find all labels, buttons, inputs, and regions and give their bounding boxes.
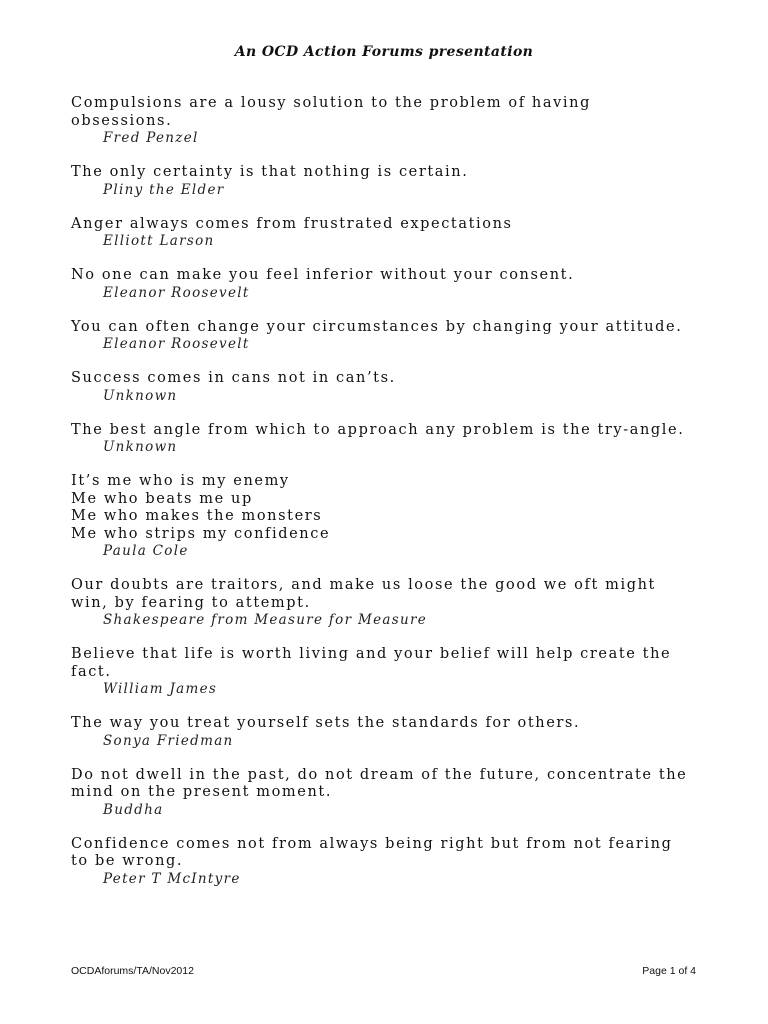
quote-author: Paula Cole	[103, 543, 189, 559]
quote-author: Pliny the Elder	[103, 181, 225, 198]
quote-text	[71, 319, 691, 337]
quote-line: Me who makes the monsters	[71, 508, 323, 524]
quote-line: Success comes in cans not in can’ts.	[71, 370, 396, 386]
quote-text	[71, 715, 691, 733]
quote-line: No one can make you feel inferior without your consent.	[71, 267, 575, 283]
quote-author: Unknown	[103, 387, 178, 404]
quote-author: Shakespeare from Measure for Measure	[103, 612, 427, 628]
quote-line: Believe that life is worth living and your belief will help create the fact.	[71, 646, 672, 680]
quote-author: Fred Penzel	[103, 130, 199, 146]
quote-text	[71, 422, 691, 440]
page-title: An OCD Action Forums presentation	[234, 44, 534, 60]
quote-line: The best angle from which to approach any problem is the try-angle.	[71, 421, 685, 438]
quote-text	[71, 646, 691, 681]
quote-author: Buddha	[103, 801, 164, 818]
quote-author: William James	[103, 681, 218, 697]
quote-line: Our doubts are traitors, and make us loose the good we oft might win, by fearing to attempt.	[71, 577, 656, 611]
quote-line: Me who strips my confidence	[71, 525, 331, 542]
quote-list	[71, 95, 691, 905]
quote-author: Unknown	[103, 439, 178, 455]
quote-text	[71, 370, 691, 388]
quote-item	[71, 164, 691, 199]
quote-item	[71, 836, 691, 888]
quote-text	[71, 473, 691, 543]
quote-line: You can often change your circumstances by changing your attitude.	[71, 318, 683, 335]
quote-author: Peter T McIntyre	[103, 870, 241, 887]
quote-line: Do not dwell in the past, do not dream of the future, concentrate the mind on the present moment.	[71, 766, 688, 800]
quote-author: Elliott Larson	[103, 233, 215, 249]
quote-item	[71, 319, 691, 354]
quote-item	[71, 577, 691, 629]
quote-line: Me who beats me up	[71, 490, 253, 507]
quote-line: The way you treat yourself sets the standards for others.	[71, 715, 581, 731]
footer-document-id: OCDAforums/TA/Nov2012	[71, 965, 194, 977]
quote-item	[71, 646, 691, 698]
quote-author: Eleanor Roosevelt	[103, 336, 250, 352]
quote-item	[71, 216, 691, 251]
quote-text	[71, 267, 691, 285]
quote-item	[71, 267, 691, 302]
quote-text	[71, 95, 691, 130]
quote-item	[71, 473, 691, 560]
quote-author: Sonya Friedman	[103, 732, 234, 749]
quote-line: Anger always comes from frustrated expectations	[71, 215, 513, 232]
quote-line: The only certainty is that nothing is certain.	[71, 164, 469, 180]
quote-item	[71, 767, 691, 819]
quote-text	[71, 767, 691, 802]
quote-line: It’s me who is my enemy	[71, 473, 290, 489]
quote-text	[71, 577, 691, 612]
quote-line: Compulsions are a lousy solution to the problem of having obsessions.	[71, 95, 591, 129]
footer-page-number: Page 1 of 4	[642, 965, 696, 977]
quote-item	[71, 422, 691, 457]
quote-text	[71, 164, 691, 182]
quote-item	[71, 95, 691, 147]
quote-line: Confidence comes not from always being right but from not fearing to be wrong.	[71, 835, 673, 869]
quote-text	[71, 216, 691, 234]
quote-item	[71, 715, 691, 750]
quote-item	[71, 370, 691, 405]
quote-text	[71, 836, 691, 871]
quote-author: Eleanor Roosevelt	[103, 284, 250, 301]
